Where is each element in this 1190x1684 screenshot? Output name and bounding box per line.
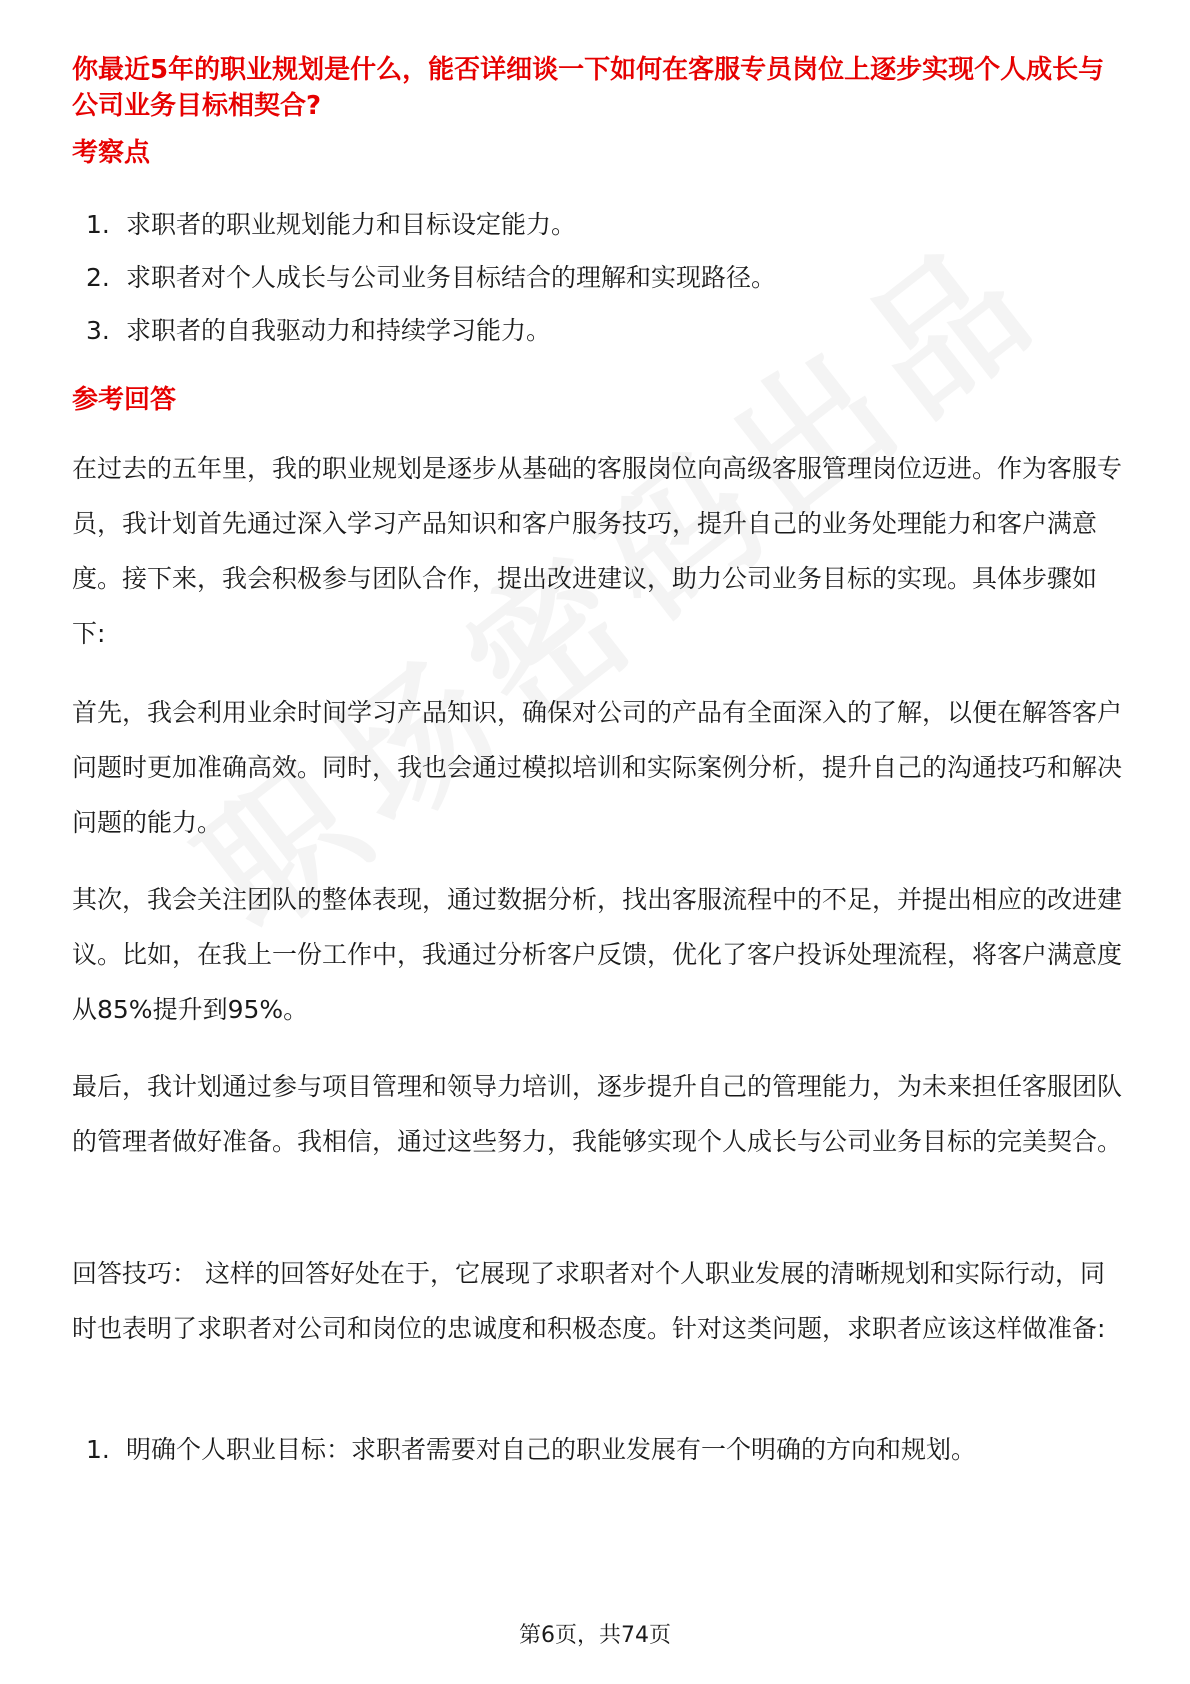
list-item — [86, 260, 1126, 296]
list-text: 明确个人职业目标：求职者需要对自己的职业发展有一个明确的方向和规划。 — [126, 1435, 977, 1464]
list-text: 求职者对个人成长与公司业务目标结合的理解和实现路径。 — [126, 263, 777, 292]
section-title-focus: 考察点 — [72, 138, 151, 168]
list-item — [86, 313, 1126, 349]
tips-paragraph: 回答技巧： 这样的回答好处在于，它展现了求职者对个人职业发展的清晰规划和实际行动，同时也表明了求职者对公司和岗位的忠诚度和积极态度。针对这类问题，求职者应该这样做准备: — [72, 1259, 1106, 1343]
page-footer: 第6页，共74页 — [519, 1623, 671, 1648]
answer-paragraph: 在过去的五年里，我的职业规划是逐步从基础的客服岗位向高级客服管理岗位迈进。作为客服专员，我计划首先通过深入学习产品知识和客户服务技巧，提升自己的业务处理能力和客户满意度。接下来，我会积极参与团队合作，提出改进建议，助力公司业务目标的实现。具体步骤如下: — [72, 454, 1123, 648]
list-number: 1. — [86, 1435, 110, 1464]
list-text: 求职者的自我驱动力和持续学习能力。 — [126, 316, 552, 345]
list-number: 2. — [86, 263, 110, 292]
list-text: 求职者的职业规划能力和目标设定能力。 — [126, 210, 577, 239]
list-item — [86, 207, 1126, 243]
list-number: 3. — [86, 316, 110, 345]
list-number: 1. — [86, 210, 110, 239]
answer-paragraph: 最后，我计划通过参与项目管理和领导力培训，逐步提升自己的管理能力，为未来担任客服团队的管理者做好准备。我相信，通过这些努力，我能够实现个人成长与公司业务目标的完美契合。 — [72, 1072, 1123, 1156]
question-heading: 你最近5年的职业规划是什么，能否详细谈一下如何在客服专员岗位上逐步实现个人成长与公司业务目标相契合? — [72, 55, 1105, 121]
section-title-answer: 参考回答 — [72, 385, 177, 415]
answer-paragraph: 其次，我会关注团队的整体表现，通过数据分析，找出客服流程中的不足，并提出相应的改进建议。比如，在我上一份工作中，我通过分析客户反馈，优化了客户投诉处理流程，将客户满意度从85%提升到95%。 — [72, 885, 1123, 1024]
tip-list-item — [86, 1432, 1126, 1468]
answer-paragraph: 首先，我会利用业余时间学习产品知识，确保对公司的产品有全面深入的了解，以便在解答客户问题时更加准确高效。同时，我也会通过模拟培训和实际案例分析，提升自己的沟通技巧和解决问题的能力。 — [72, 698, 1123, 837]
